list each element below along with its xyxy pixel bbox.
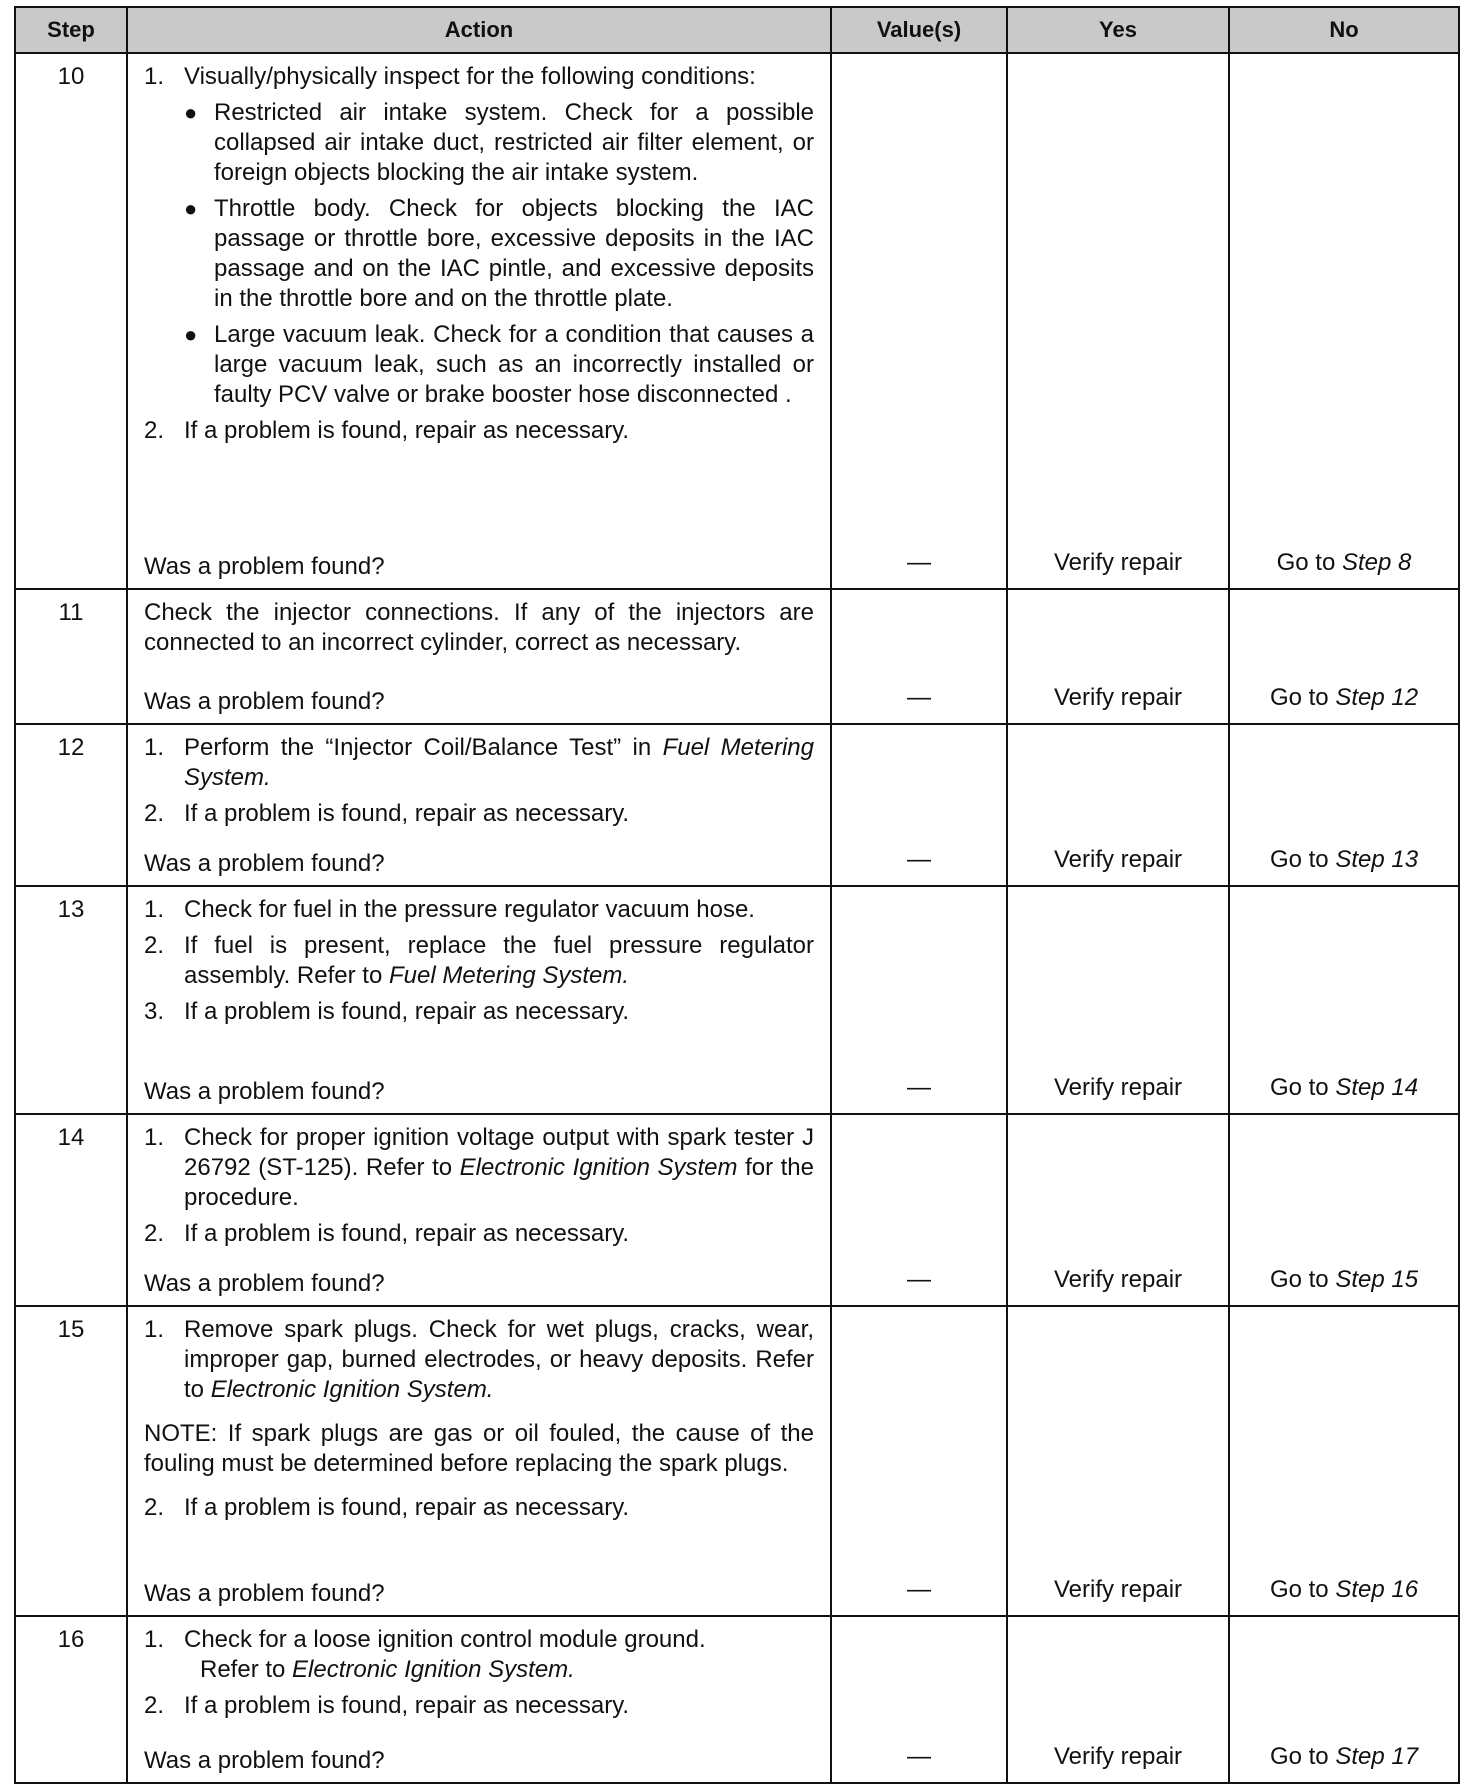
header-no: No [1229, 7, 1459, 53]
goto-step-link[interactable]: Step 15 [1335, 1266, 1419, 1294]
action-cell [127, 589, 831, 725]
reference-link[interactable]: Fuel Metering System. [184, 734, 814, 792]
reference-link[interactable]: Electronic Ignition System. [292, 1655, 575, 1683]
reference-link[interactable]: Electronic Ignition System [459, 1153, 738, 1181]
action-cell [127, 724, 831, 885]
header-yes: Yes [1007, 7, 1229, 53]
action-text: for the procedure. [184, 1153, 814, 1211]
question-text: Was a problem found? [144, 849, 385, 877]
step-row-14 [15, 1114, 1459, 1306]
action-cell [127, 1114, 831, 1306]
value-cell: — [831, 1114, 1007, 1306]
action-item: 2. If a problem is found, repair as necessary. [144, 416, 814, 446]
step-number: 11 [15, 589, 127, 725]
no-cell [1229, 1306, 1459, 1616]
step-row-15 [15, 1306, 1459, 1616]
goto-label: Go to [1269, 1743, 1329, 1770]
action-cell [127, 886, 831, 1114]
value-cell: — [831, 724, 1007, 885]
yes-cell: Verify repair [1007, 53, 1229, 589]
goto-step-link[interactable]: Step 14 [1335, 1073, 1419, 1101]
diagnostic-table-page [14, 6, 1458, 1784]
header-row [15, 7, 1459, 53]
action-text: If a problem is found, repair as necessary. [184, 417, 630, 444]
goto-step-link[interactable]: Step 12 [1335, 684, 1419, 712]
yes-cell: Verify repair [1007, 589, 1229, 725]
bullet-item [184, 98, 814, 188]
step-number: 12 [15, 724, 127, 885]
action-text: Check for proper ignition voltage output with spark tester J 26792 (ST-125). Refer to [184, 1123, 814, 1181]
action-text: If a problem is found, repair as necessary. [184, 1219, 630, 1247]
action-item: 1. Remove spark plugs. Check for wet plugs, cracks, wear, improper gap, burned electrodes, or heavy deposits. Refer to Electronic Ignition System. [144, 1316, 814, 1404]
note-text: NOTE: If spark plugs are gas or oil fouled, the cause of the fouling must be determined before replacing the spark plugs. [144, 1420, 814, 1478]
action-item: 3. If a problem is found, repair as necessary. [144, 997, 814, 1027]
bullet-icon: ● [184, 322, 198, 347]
no-cell [1229, 724, 1459, 885]
action-text: Check the injector connections. If any of the injectors are connected to an incorrect cylinder, correct as necessary. [144, 598, 814, 656]
header-step: Step [15, 7, 127, 53]
bullet-item [184, 320, 814, 410]
goto-step-link[interactable]: Step 17 [1335, 1743, 1419, 1770]
no-cell [1229, 53, 1459, 589]
no-cell [1229, 1114, 1459, 1306]
action-text: If a problem is found, repair as necessary. [184, 800, 630, 828]
action-item: 2. If a problem is found, repair as necessary. [144, 1219, 814, 1249]
action-cell [127, 1616, 831, 1783]
step-number: 14 [15, 1114, 127, 1306]
yes-cell: Verify repair [1007, 1306, 1229, 1616]
question-text: Was a problem found? [144, 1077, 385, 1105]
bullet-text: Restricted air intake system. Check for a possible collapsed air intake duct, restricted air filter element, or foreign objects blocking the air intake system. [214, 99, 814, 186]
header-action: Action [127, 7, 831, 53]
bullet-icon: ● [184, 100, 198, 125]
no-cell [1229, 589, 1459, 725]
action-item: 1. Check for a loose ignition control module ground. Refer to Electronic Ignition System. [144, 1625, 706, 1683]
action-text: If a problem is found, repair as necessary. [184, 997, 630, 1025]
bullet-icon: ● [184, 196, 198, 221]
goto-label: Go to [1269, 1266, 1329, 1294]
action-text: Check for a loose ignition control module ground. [184, 1625, 706, 1653]
diagnostic-table [14, 6, 1460, 1784]
action-text: If a problem is found, repair as necessary. [184, 1691, 630, 1719]
question-text: Was a problem found? [144, 552, 385, 580]
action-item: 2. If a problem is found, repair as necessary. [144, 1493, 814, 1523]
goto-step-link[interactable]: Step 8 [1341, 548, 1412, 576]
action-text: If a problem is found, repair as necessary. [184, 1494, 630, 1522]
bullet-text: Large vacuum leak. Check for a condition that causes a large vacuum leak, such as an incorrectly installed or faulty PCV valve or brake booster hose disconnected . [214, 321, 814, 408]
step-row-16 [15, 1616, 1459, 1783]
goto-label: Go to [1276, 548, 1336, 576]
yes-cell: Verify repair [1007, 886, 1229, 1114]
bullet-item [184, 194, 814, 314]
goto-label: Go to [1269, 1575, 1329, 1603]
action-text: Remove spark plugs. Check for wet plugs, cracks, wear, improper gap, burned electrodes, or heavy deposits. Refer to [184, 1316, 814, 1404]
no-cell [1229, 1616, 1459, 1783]
action-cell [127, 53, 831, 589]
header-values: Value(s) [831, 7, 1007, 53]
value-cell: — [831, 886, 1007, 1114]
action-item: 2. If a problem is found, repair as necessary. [144, 1691, 814, 1721]
action-cell [127, 1306, 831, 1616]
step-row-13 [15, 886, 1459, 1114]
question-text: Was a problem found? [144, 1270, 385, 1298]
action-text: Visually/physically inspect for the following conditions: [184, 63, 756, 90]
value-cell: — [831, 53, 1007, 589]
goto-step-link[interactable]: Step 16 [1335, 1575, 1419, 1603]
yes-cell: Verify repair [1007, 1114, 1229, 1306]
action-item: 2. If a problem is found, repair as necessary. [144, 799, 814, 829]
value-cell: — [831, 589, 1007, 725]
action-item: 2. If fuel is present, replace the fuel pressure regulator assembly. Refer to Fuel Metering System. [144, 931, 814, 989]
step-row-11 [15, 589, 1459, 725]
action-text: Refer to [200, 1655, 293, 1683]
step-row-10 [15, 53, 1459, 589]
bullet-text: Throttle body. Check for objects blocking the IAC passage or throttle bore, excessive deposits in the IAC passage and on the IAC pintle, and excessive deposits in the throttle bore and on the throttle plate. [214, 195, 814, 312]
yes-cell: Verify repair [1007, 1616, 1229, 1783]
reference-link[interactable]: Fuel Metering System. [388, 961, 630, 989]
goto-label: Go to [1269, 845, 1329, 873]
yes-cell: Verify repair [1007, 724, 1229, 885]
goto-label: Go to [1269, 1073, 1329, 1101]
question-text: Was a problem found? [144, 688, 385, 716]
step-number: 15 [15, 1306, 127, 1616]
goto-step-link[interactable]: Step 13 [1335, 845, 1419, 873]
action-item: 1. Check for proper ignition voltage output with spark tester J 26792 (ST-125). Refer to Electronic Ignition System for the procedure. [144, 1123, 814, 1211]
question-text: Was a problem found? [144, 1579, 385, 1607]
step-number: 16 [15, 1616, 127, 1783]
step-number: 13 [15, 886, 127, 1114]
action-item: 1. Perform the “Injector Coil/Balance Test” in Fuel Metering System. [144, 734, 814, 792]
value-cell: — [831, 1306, 1007, 1616]
value-cell: — [831, 1616, 1007, 1783]
question-text: Was a problem found? [144, 1747, 385, 1774]
action-item: 1. Visually/physically inspect for the following conditions: [144, 62, 814, 92]
goto-label: Go to [1269, 684, 1329, 712]
action-text: Check for fuel in the pressure regulator vacuum hose. [184, 895, 755, 923]
action-text: If fuel is present, replace the fuel pressure regulator assembly. Refer to [184, 931, 814, 989]
step-row-12 [15, 724, 1459, 885]
action-text: Perform the “Injector Coil/Balance Test” in [184, 734, 663, 762]
reference-link[interactable]: Electronic Ignition System. [210, 1376, 494, 1404]
action-item: 1. Check for fuel in the pressure regulator vacuum hose. [144, 895, 814, 925]
no-cell [1229, 886, 1459, 1114]
step-number: 10 [15, 53, 127, 589]
